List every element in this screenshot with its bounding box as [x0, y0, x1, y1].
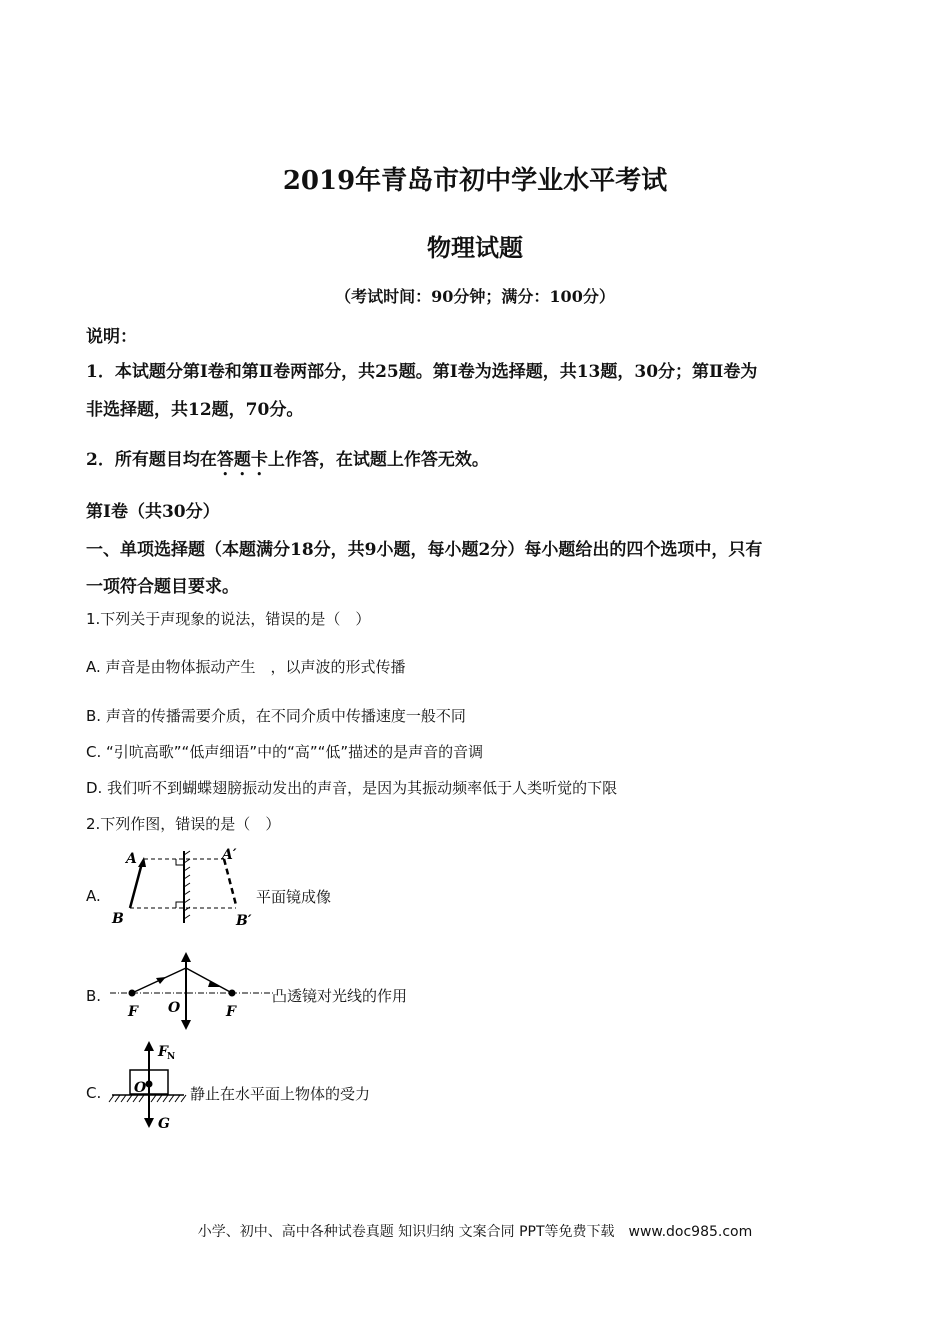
- label-fn: F: [158, 1044, 168, 1060]
- instruction-1-line1: 1．本试题分第Ⅰ卷和第Ⅱ卷两部分，共25题。第Ⅰ卷为选择题，共13题，30分；第Ⅱ卷为: [86, 362, 758, 382]
- q2-option-b-letter: B.: [86, 987, 102, 1005]
- section1-line1: 一、单项选择题（本题满分18分，共9小题，每小题2分）每小题给出的四个选项中，只有: [86, 540, 763, 560]
- instruction-2-before: 2．所有题目均在: [86, 450, 217, 470]
- instructions-heading: 说明：: [86, 327, 137, 347]
- q2-option-c-letter: C.: [86, 1084, 102, 1102]
- force-diagram: [108, 1038, 188, 1134]
- label-b: B: [112, 911, 124, 927]
- page-footer: 小学、初中、高中各种试卷真题 知识归纳 文案合同 PPT等免费下载 www.doc985.com: [197, 1224, 753, 1240]
- instruction-2: [86, 445, 489, 480]
- q1-option-c: C. “引吭高歌”“低声细语”中的“高”“低”描述的是声音的音调: [86, 743, 484, 761]
- q1-option-a: A. 声音是由物体振动产生 ，以声波的形式传播: [86, 658, 406, 676]
- label-a: A: [126, 851, 137, 867]
- instruction-2-after: 上作答，在试题上作答无效。: [267, 450, 489, 470]
- label-a-prime: A′: [222, 847, 237, 863]
- convex-lens-diagram: [110, 950, 280, 1030]
- q2-option-b-caption: 凸透镜对光线的作用: [272, 987, 408, 1005]
- q2-option-c-caption: 静止在水平面上物体的受力: [190, 1085, 371, 1103]
- exam-title: 2019年青岛市初中学业水平考试: [282, 166, 668, 196]
- q2-option-a-letter: A.: [86, 887, 101, 905]
- plane-mirror-diagram: [108, 845, 258, 930]
- exam-info: （考试时间：90分钟；满分：100分）: [335, 287, 615, 306]
- q2-option-a-caption: 平面镜成像: [256, 888, 332, 906]
- label-g: G: [158, 1116, 170, 1132]
- section1-line2: 一项符合题目要求。: [86, 577, 239, 597]
- label-f-left: F: [128, 1004, 138, 1020]
- label-o-center: O: [134, 1080, 147, 1096]
- part1-heading: 第Ⅰ卷（共30分）: [86, 502, 220, 522]
- instruction-1-line2: 非选择题，共12题，70分。: [86, 400, 304, 420]
- q2-stem: 2.下列作图，错误的是（ ）: [86, 815, 281, 833]
- instruction-2-emphasis: 答题卡: [216, 450, 268, 470]
- label-f-right: F: [226, 1004, 236, 1020]
- label-b-prime: B′: [236, 913, 252, 929]
- q1-option-d: D. 我们听不到蝴蝶翅膀振动发出的声音，是因为其振动频率低于人类听觉的下限: [86, 779, 618, 797]
- label-o: O: [168, 1000, 181, 1016]
- q1-option-b: B. 声音的传播需要介质，在不同介质中传播速度一般不同: [86, 707, 466, 725]
- label-fn-subscript: N: [167, 1052, 176, 1062]
- q1-stem: 1.下列关于声现象的说法，错误的是（ ）: [86, 610, 371, 628]
- paper-subtitle: 物理试题: [427, 233, 523, 262]
